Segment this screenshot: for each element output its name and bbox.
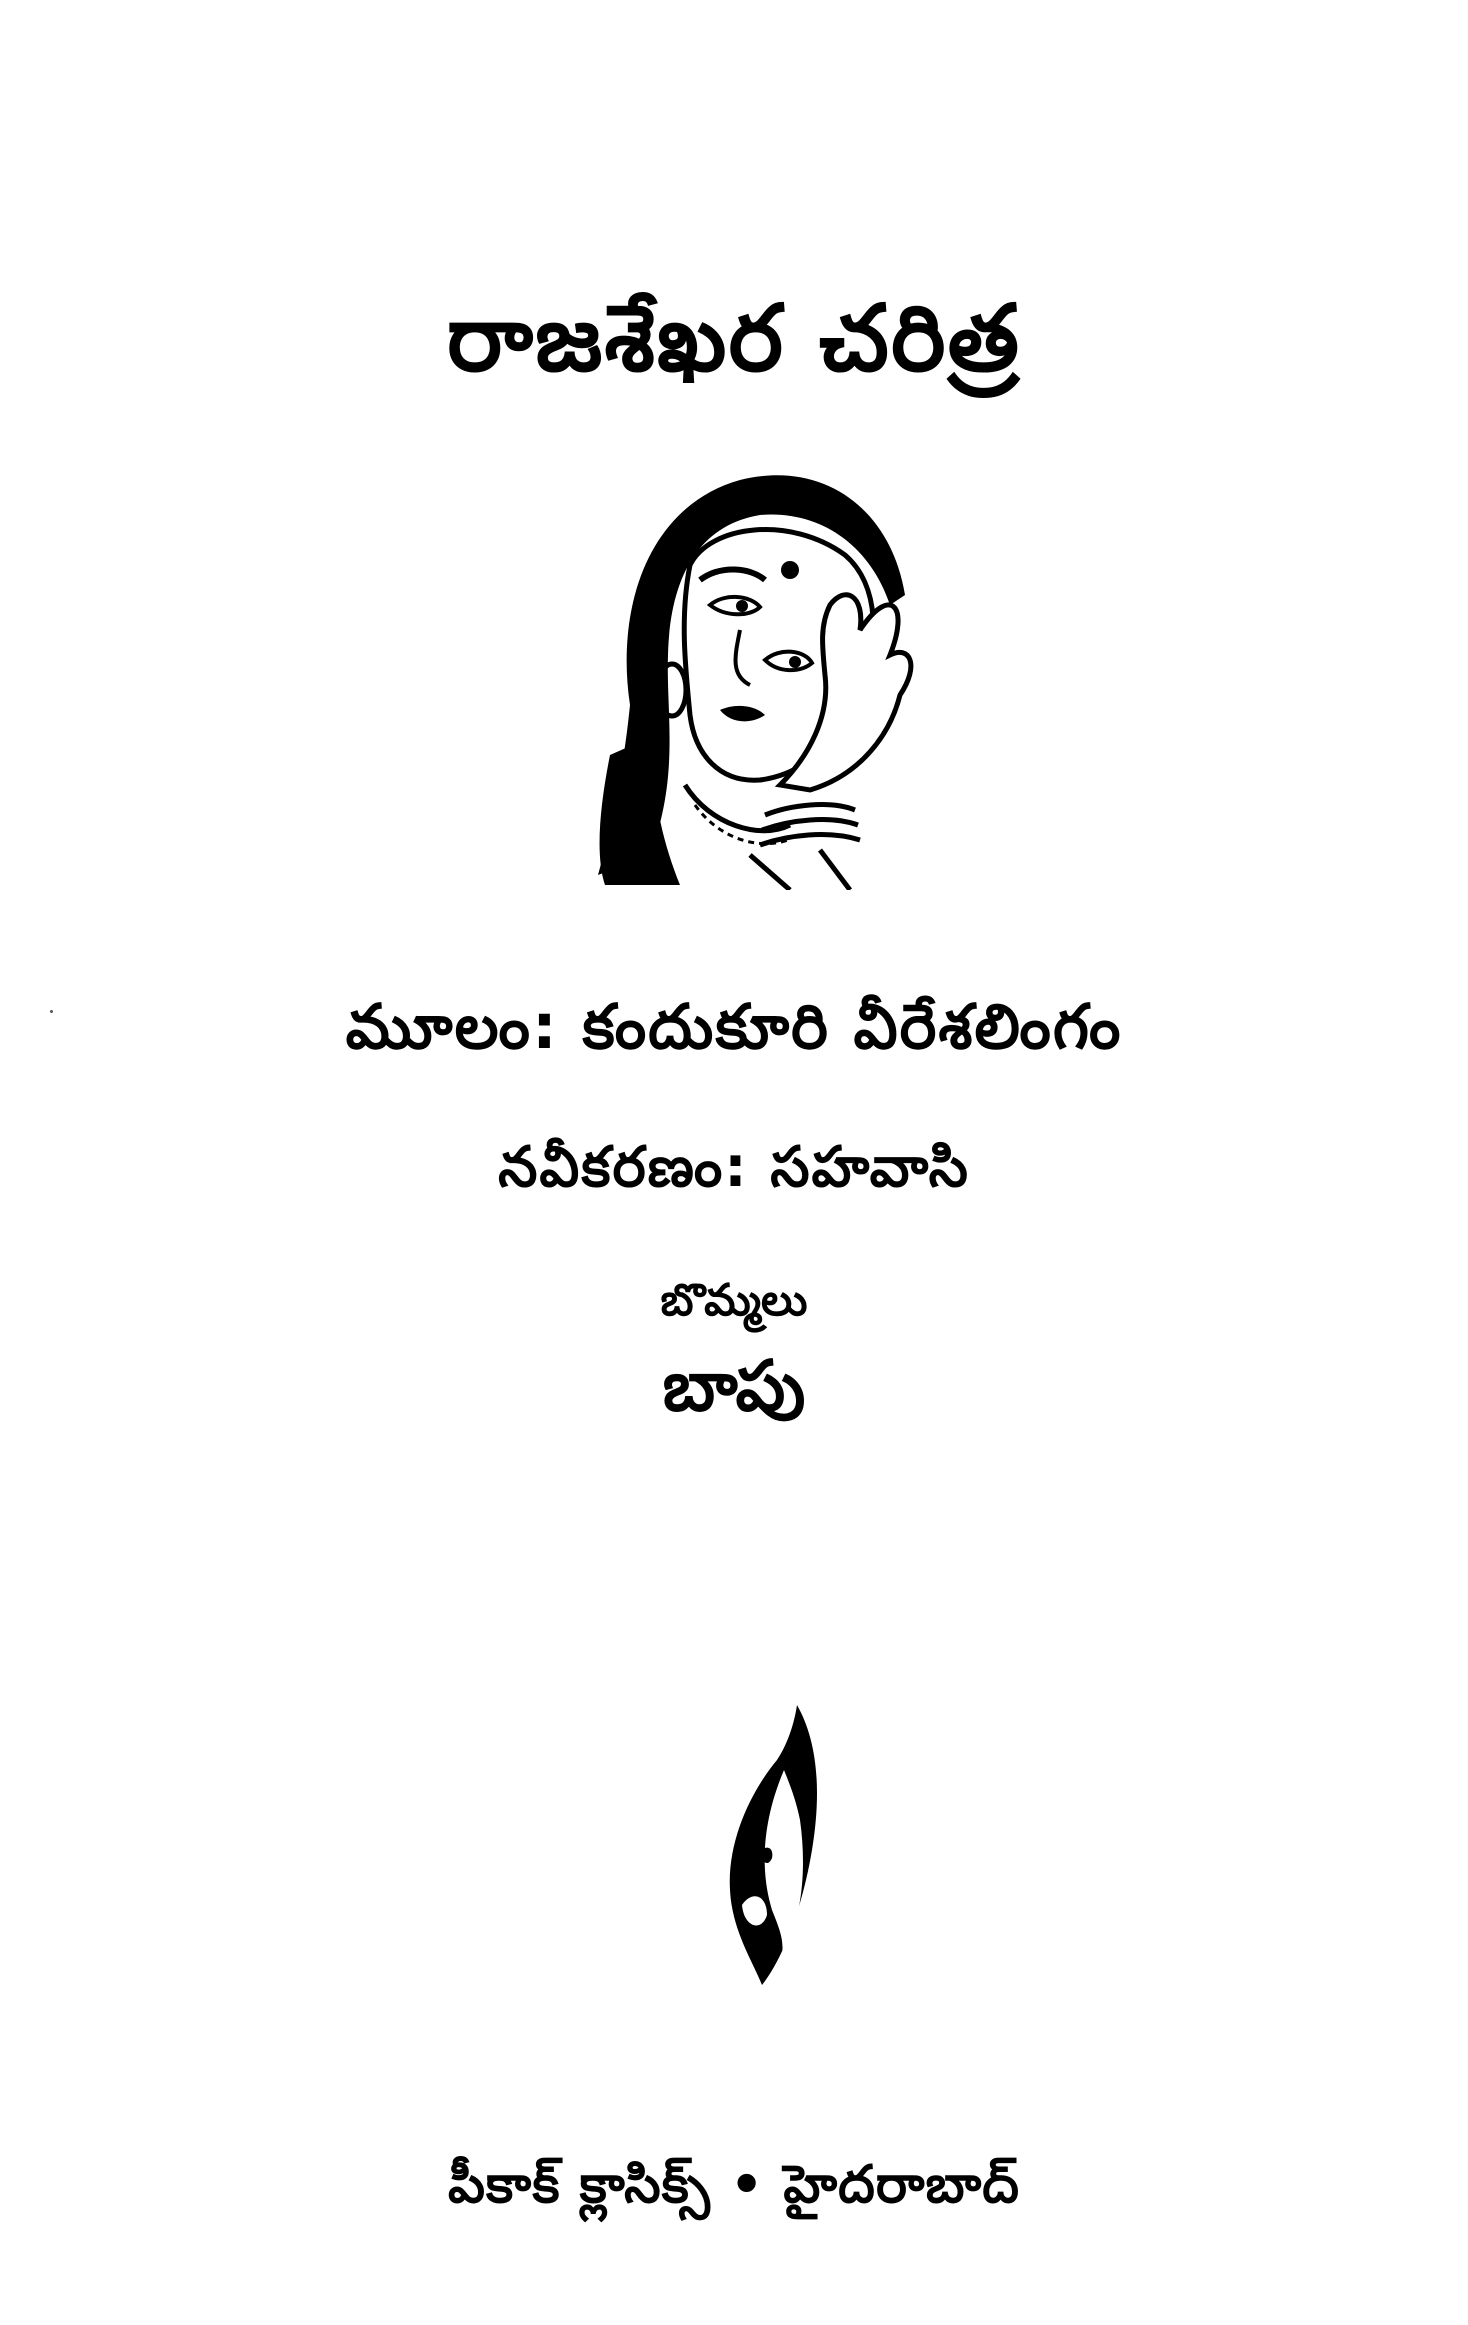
author-line: మూలం: కందుకూరి వీరేశలింగం bbox=[345, 990, 1123, 1063]
adapter-line: నవీకరణం: సహవాసి bbox=[498, 1135, 970, 1200]
book-title: రాజశేఖర చరిత్ర bbox=[446, 285, 1022, 392]
woman-portrait-illustration bbox=[590, 455, 930, 890]
peacock-feather-logo bbox=[722, 1700, 832, 1990]
publisher-line: పీకాక్ క్లాసిక్స్ • హైదరాబాద్ bbox=[448, 2155, 1020, 2215]
illustrator-signature: బాపు bbox=[662, 1345, 806, 1427]
scan-speck bbox=[50, 1010, 53, 1013]
illustrations-label: బొమ్మలు bbox=[660, 1275, 808, 1326]
